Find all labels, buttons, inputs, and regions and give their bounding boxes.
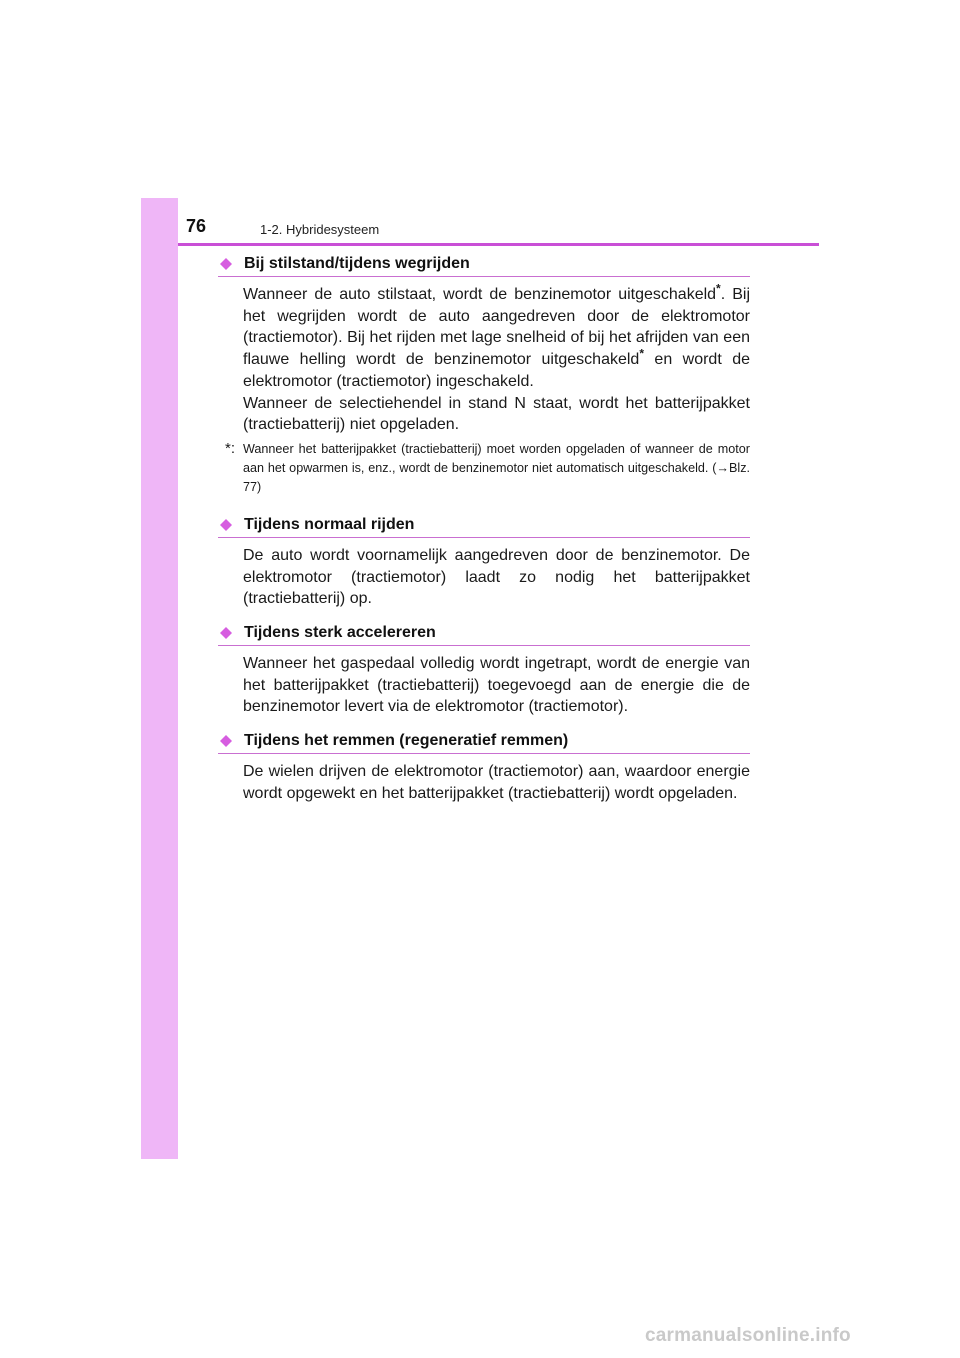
chapter-side-tab	[141, 198, 178, 1159]
footnote-ref: *	[716, 281, 721, 296]
body-text: en wordt de elektromotor (tractiemotor) ingeschakeld.	[243, 351, 750, 390]
watermark: carmanualsonline.info	[645, 1325, 851, 1346]
footnote-text: Wanneer het batterijpakket (tractiebatterij) moet worden opgeladen of wanneer de motor aan het opwarmen is, enz., wordt de benzinemotor niet automatisch uitgeschakeld. (→Blz. 77)	[243, 441, 750, 494]
body-text: Wanneer de auto stilstaat, wordt de benzinemotor uitgeschakeld	[243, 286, 717, 303]
page-content	[218, 252, 750, 805]
diamond-icon	[220, 258, 232, 270]
section-body	[243, 281, 750, 436]
body-text: . Bij het wegrijden wordt de auto aangedreven door de elektromotor (tractiemotor). Bij het rijden met lage snelheid of bij het afrijden van een flauwe helling wordt de benzinemotor uitgeschakeld	[243, 286, 750, 369]
diamond-icon	[220, 627, 232, 639]
page-number: 76	[186, 216, 207, 236]
footnote	[225, 439, 750, 497]
section-standstill	[218, 252, 750, 497]
section-body: De wielen drijven de elektromotor (tractiemotor) aan, waardoor energie wordt opgewekt en het batterijpakket (tractiebatterij) wordt opgeladen.	[243, 763, 750, 802]
section-heading	[218, 621, 750, 646]
section-heading	[218, 513, 750, 538]
section-body: De auto wordt voornamelijk aangedreven door de benzinemotor. De elektromotor (tractiemotor) laadt zo nodig het batterijpakket (tractiebatterij) op.	[243, 546, 750, 608]
section-heading	[218, 729, 750, 754]
section-heading-text: Bij stilstand/tijdens wegrijden	[244, 255, 470, 272]
running-header: 1-2. Hybridesysteem	[260, 222, 380, 237]
footnote-ref: *	[639, 346, 644, 361]
body-paragraph	[243, 281, 750, 393]
section-heading	[218, 252, 750, 277]
body-paragraph: Wanneer de selectiehendel in stand N staat, wordt het batterijpakket (tractiebatterij) niet opgeladen.	[243, 394, 750, 434]
footnote-mark: *:	[225, 439, 236, 457]
diamond-icon	[220, 735, 232, 747]
diamond-icon	[220, 519, 232, 531]
section-heading-text: Tijdens sterk accelereren	[244, 624, 436, 642]
section-regenerative-braking	[218, 729, 750, 804]
header-rule	[178, 243, 819, 246]
section-strong-acceleration	[218, 621, 750, 718]
section-normal-driving	[218, 513, 750, 610]
section-heading-text: Tijdens normaal rijden	[244, 515, 415, 533]
section-body: Wanneer het gaspedaal volledig wordt ingetrapt, wordt de energie van het batterijpakket (tractiebatterij) toegevoegd aan de energie die de benzinemotor levert via de elektromotor (tractiemotor).	[243, 655, 750, 716]
section-heading-text: Tijdens het remmen (regeneratief remmen)	[244, 732, 569, 750]
